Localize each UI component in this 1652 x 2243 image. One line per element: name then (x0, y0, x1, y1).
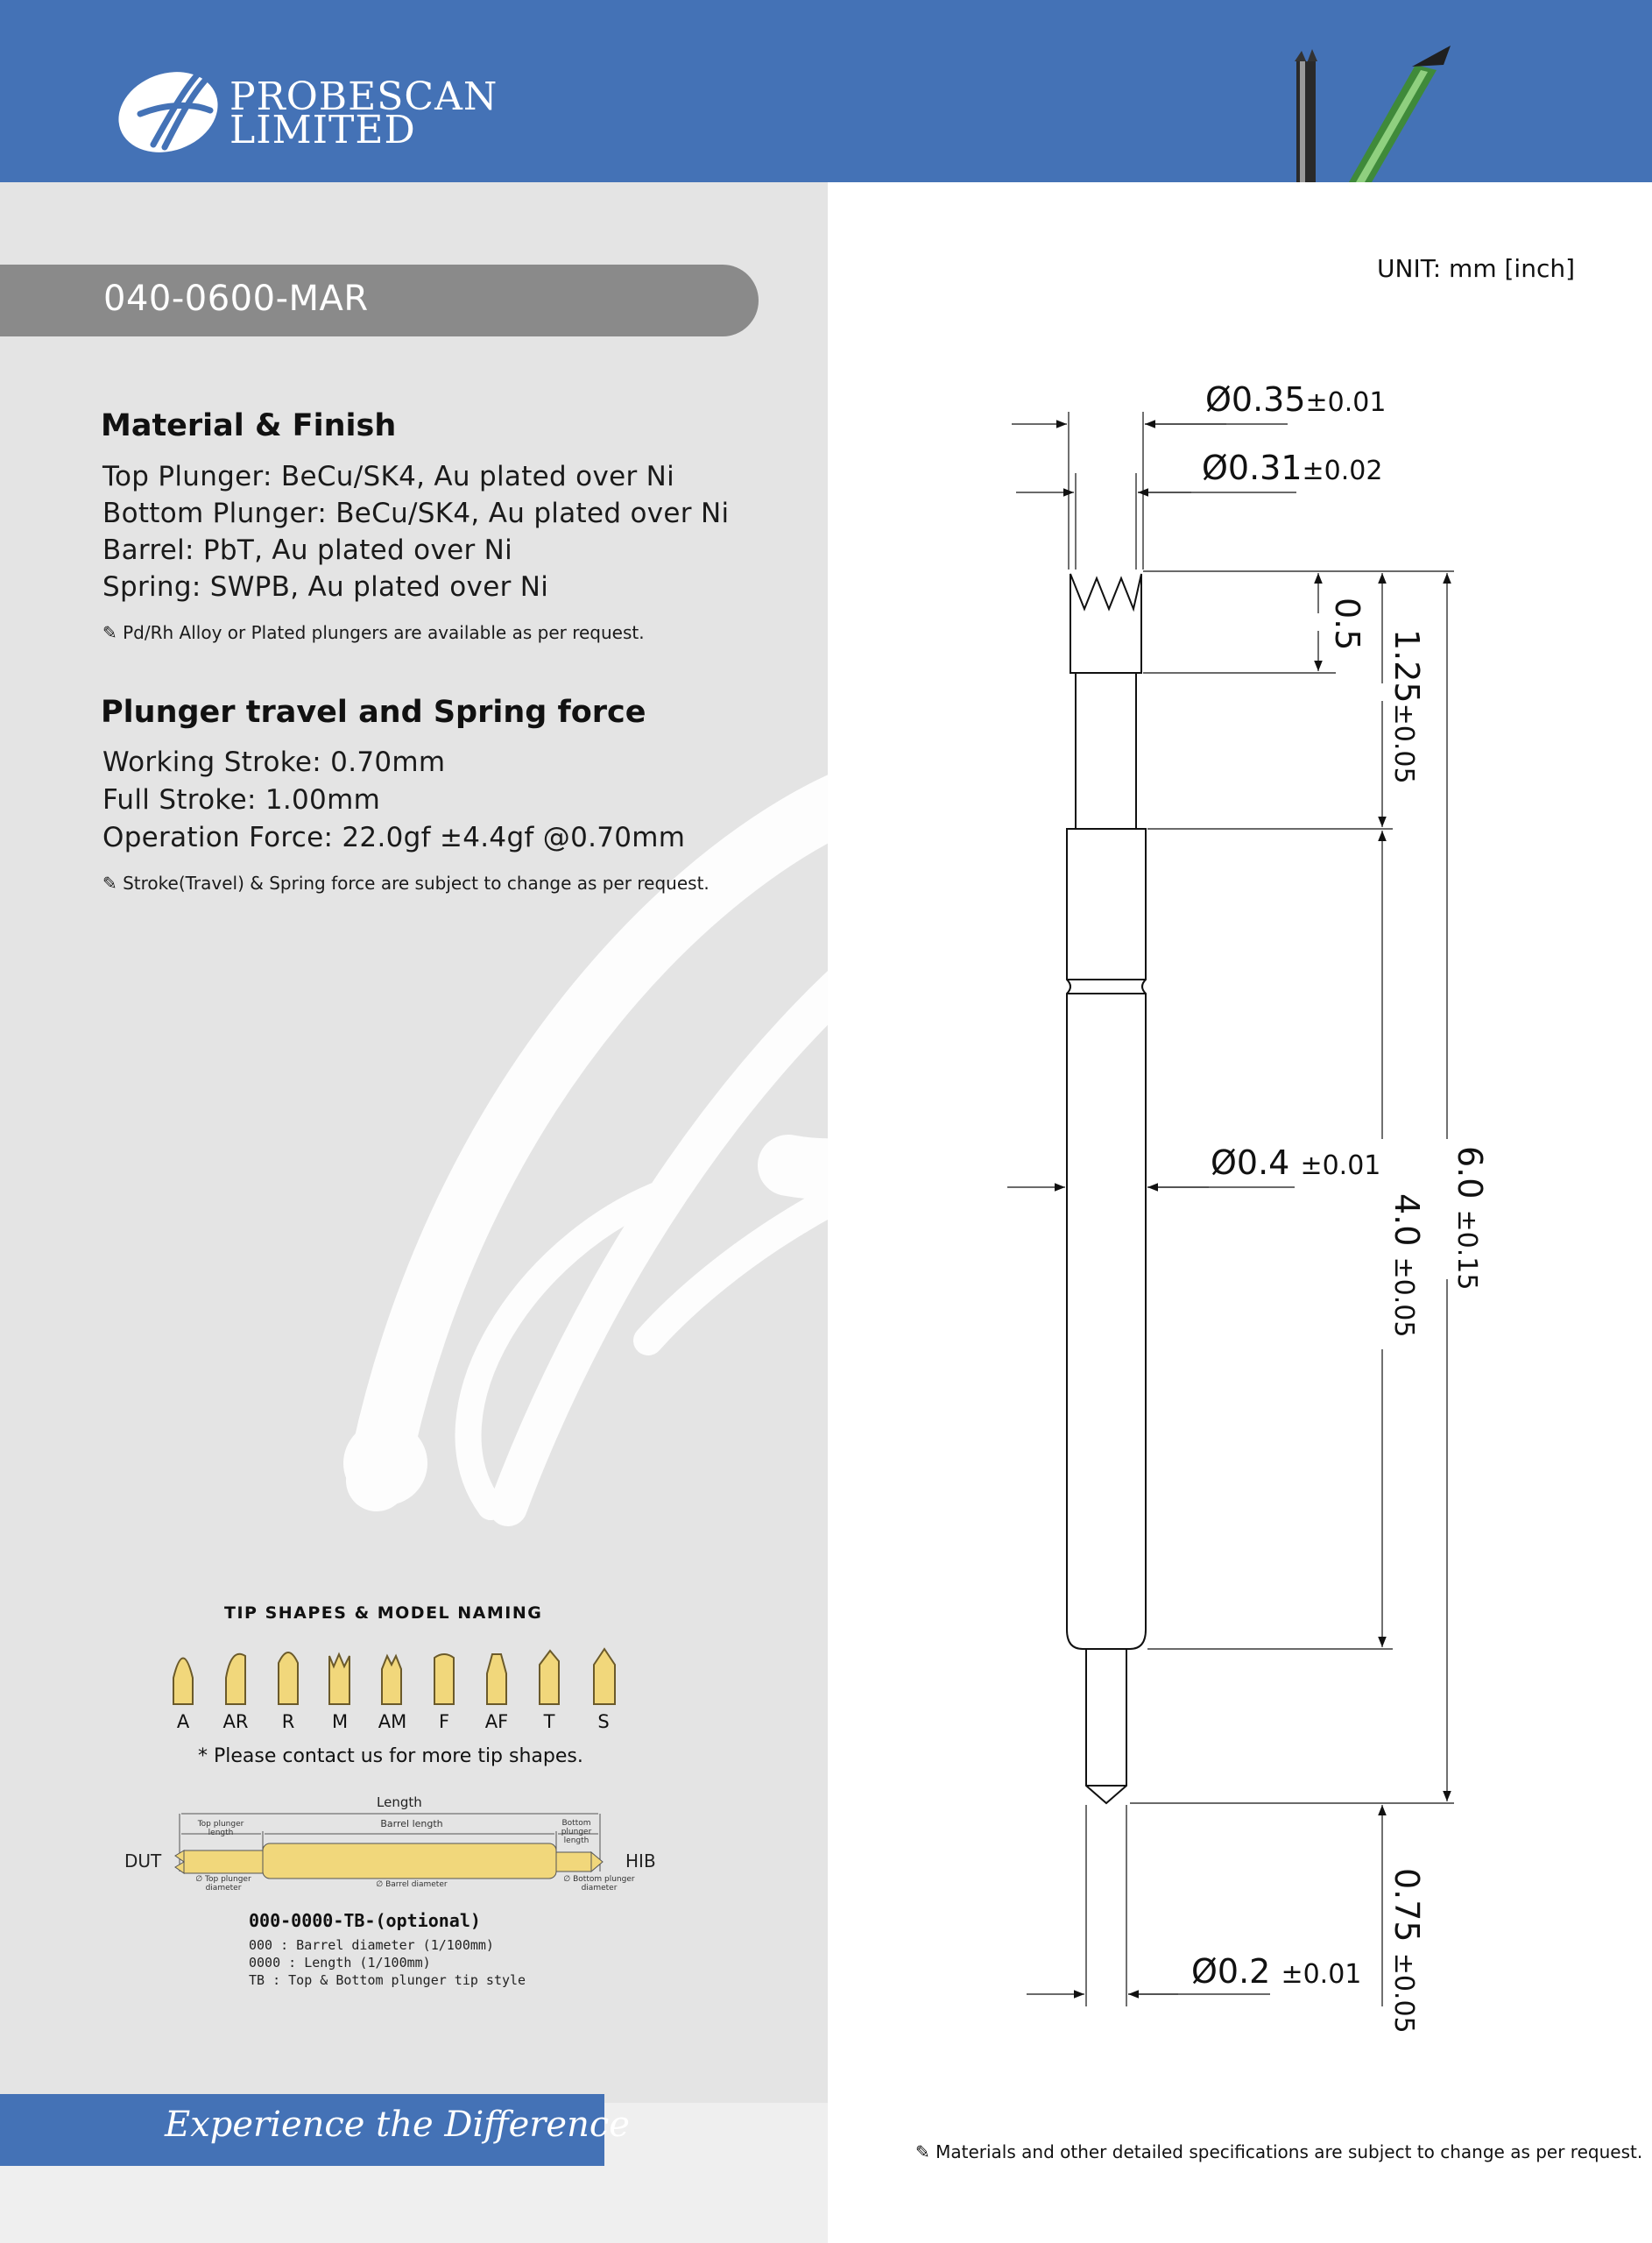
tip-label: AF (484, 1711, 509, 1732)
top-plunger-shaft (1076, 673, 1136, 829)
unit-label: UNIT: mm [inch] (1377, 254, 1576, 283)
tip-label: S (597, 1711, 610, 1732)
tip-label: AM (378, 1711, 407, 1732)
brand-line2: LIMITED (229, 108, 416, 152)
barrel (1067, 829, 1146, 1649)
dim-top-length: 1.25±0.05 (1387, 629, 1426, 784)
naming-code-line: TB : Top & Bottom plunger tip style (249, 1972, 526, 1988)
naming-code-line: 000 : Barrel diameter (1/100mm) (249, 1937, 494, 1953)
naming-bottom-diameter: ∅ Bottom plunger diameter (563, 1875, 635, 1893)
material-line: Spring: SWPB, Au plated over Ni (102, 571, 549, 603)
travel-line: Full Stroke: 1.00mm (102, 784, 381, 816)
tips-title: TIP SHAPES & MODEL NAMING (224, 1603, 543, 1623)
dim-total-length: 6.0 ±0.15 (1451, 1146, 1489, 1291)
naming-code-line: 0000 : Length (1/100mm) (249, 1955, 431, 1971)
dim-top-outer: Ø0.35±0.01 (1205, 380, 1387, 419)
material-note: ✎ Pd/Rh Alloy or Plated plungers are available as per request. (102, 622, 645, 643)
material-title: Material & Finish (101, 408, 397, 443)
naming-top-diameter: ∅ Top plunger diameter (195, 1875, 251, 1893)
material-line: Top Plunger: BeCu/SK4, Au plated over Ni (102, 461, 675, 492)
tip-label: F (438, 1711, 450, 1732)
travel-line: Working Stroke: 0.70mm (102, 746, 446, 778)
bottom-plunger (1086, 1649, 1126, 1803)
material-line: Barrel: PbT, Au plated over Ni (102, 534, 513, 566)
material-line: Bottom Plunger: BeCu/SK4, Au plated over Ni (102, 498, 730, 529)
travel-note: ✎ Stroke(Travel) & Spring force are subject to change as per request. (102, 873, 710, 894)
naming-hib: HIB (625, 1850, 656, 1872)
dim-barrel-diameter: Ø0.4 ±0.01 (1211, 1143, 1381, 1182)
dim-top-inner: Ø0.31±0.02 (1202, 449, 1383, 487)
top-plunger-crown (1070, 574, 1141, 673)
footer-slogan: Experience the Difference (165, 2105, 630, 2145)
naming-dut: DUT (124, 1850, 162, 1872)
model-name: 040-0600-MAR (103, 279, 369, 319)
naming-barrel-length: Barrel length (380, 1818, 443, 1829)
naming-barrel-diameter: ∅ Barrel diameter (376, 1880, 448, 1889)
dim-bottom-diameter: Ø0.2 ±0.01 (1191, 1952, 1362, 1991)
tip-label: T (543, 1711, 555, 1732)
tip-label: M (331, 1711, 349, 1732)
naming-top-length: Top plunger length (197, 1820, 244, 1837)
footer-note: ✎ Materials and other detailed specifications are subject to change as per request. (915, 2141, 1643, 2162)
dim-bottom-length: 0.75 ±0.05 (1387, 1868, 1426, 2034)
naming-length: Length (377, 1794, 422, 1810)
dim-tip-length: 0.5 (1328, 598, 1366, 651)
tip-label: R (281, 1711, 295, 1732)
tip-label: AR (222, 1711, 249, 1732)
brand-line1: PROBESCAN (229, 74, 498, 119)
naming-code: 000-0000-TB-(optional) (249, 1910, 481, 1931)
dim-barrel-length: 4.0 ±0.05 (1387, 1193, 1426, 1338)
travel-line: Operation Force: 22.0gf ±4.4gf @0.70mm (102, 822, 686, 853)
tip-label: A (176, 1711, 190, 1732)
travel-title: Plunger travel and Spring force (101, 695, 646, 730)
tips-contact: * Please contact us for more tip shapes. (198, 1745, 583, 1767)
naming-bottom-length: Bottom plunger length (561, 1819, 592, 1845)
